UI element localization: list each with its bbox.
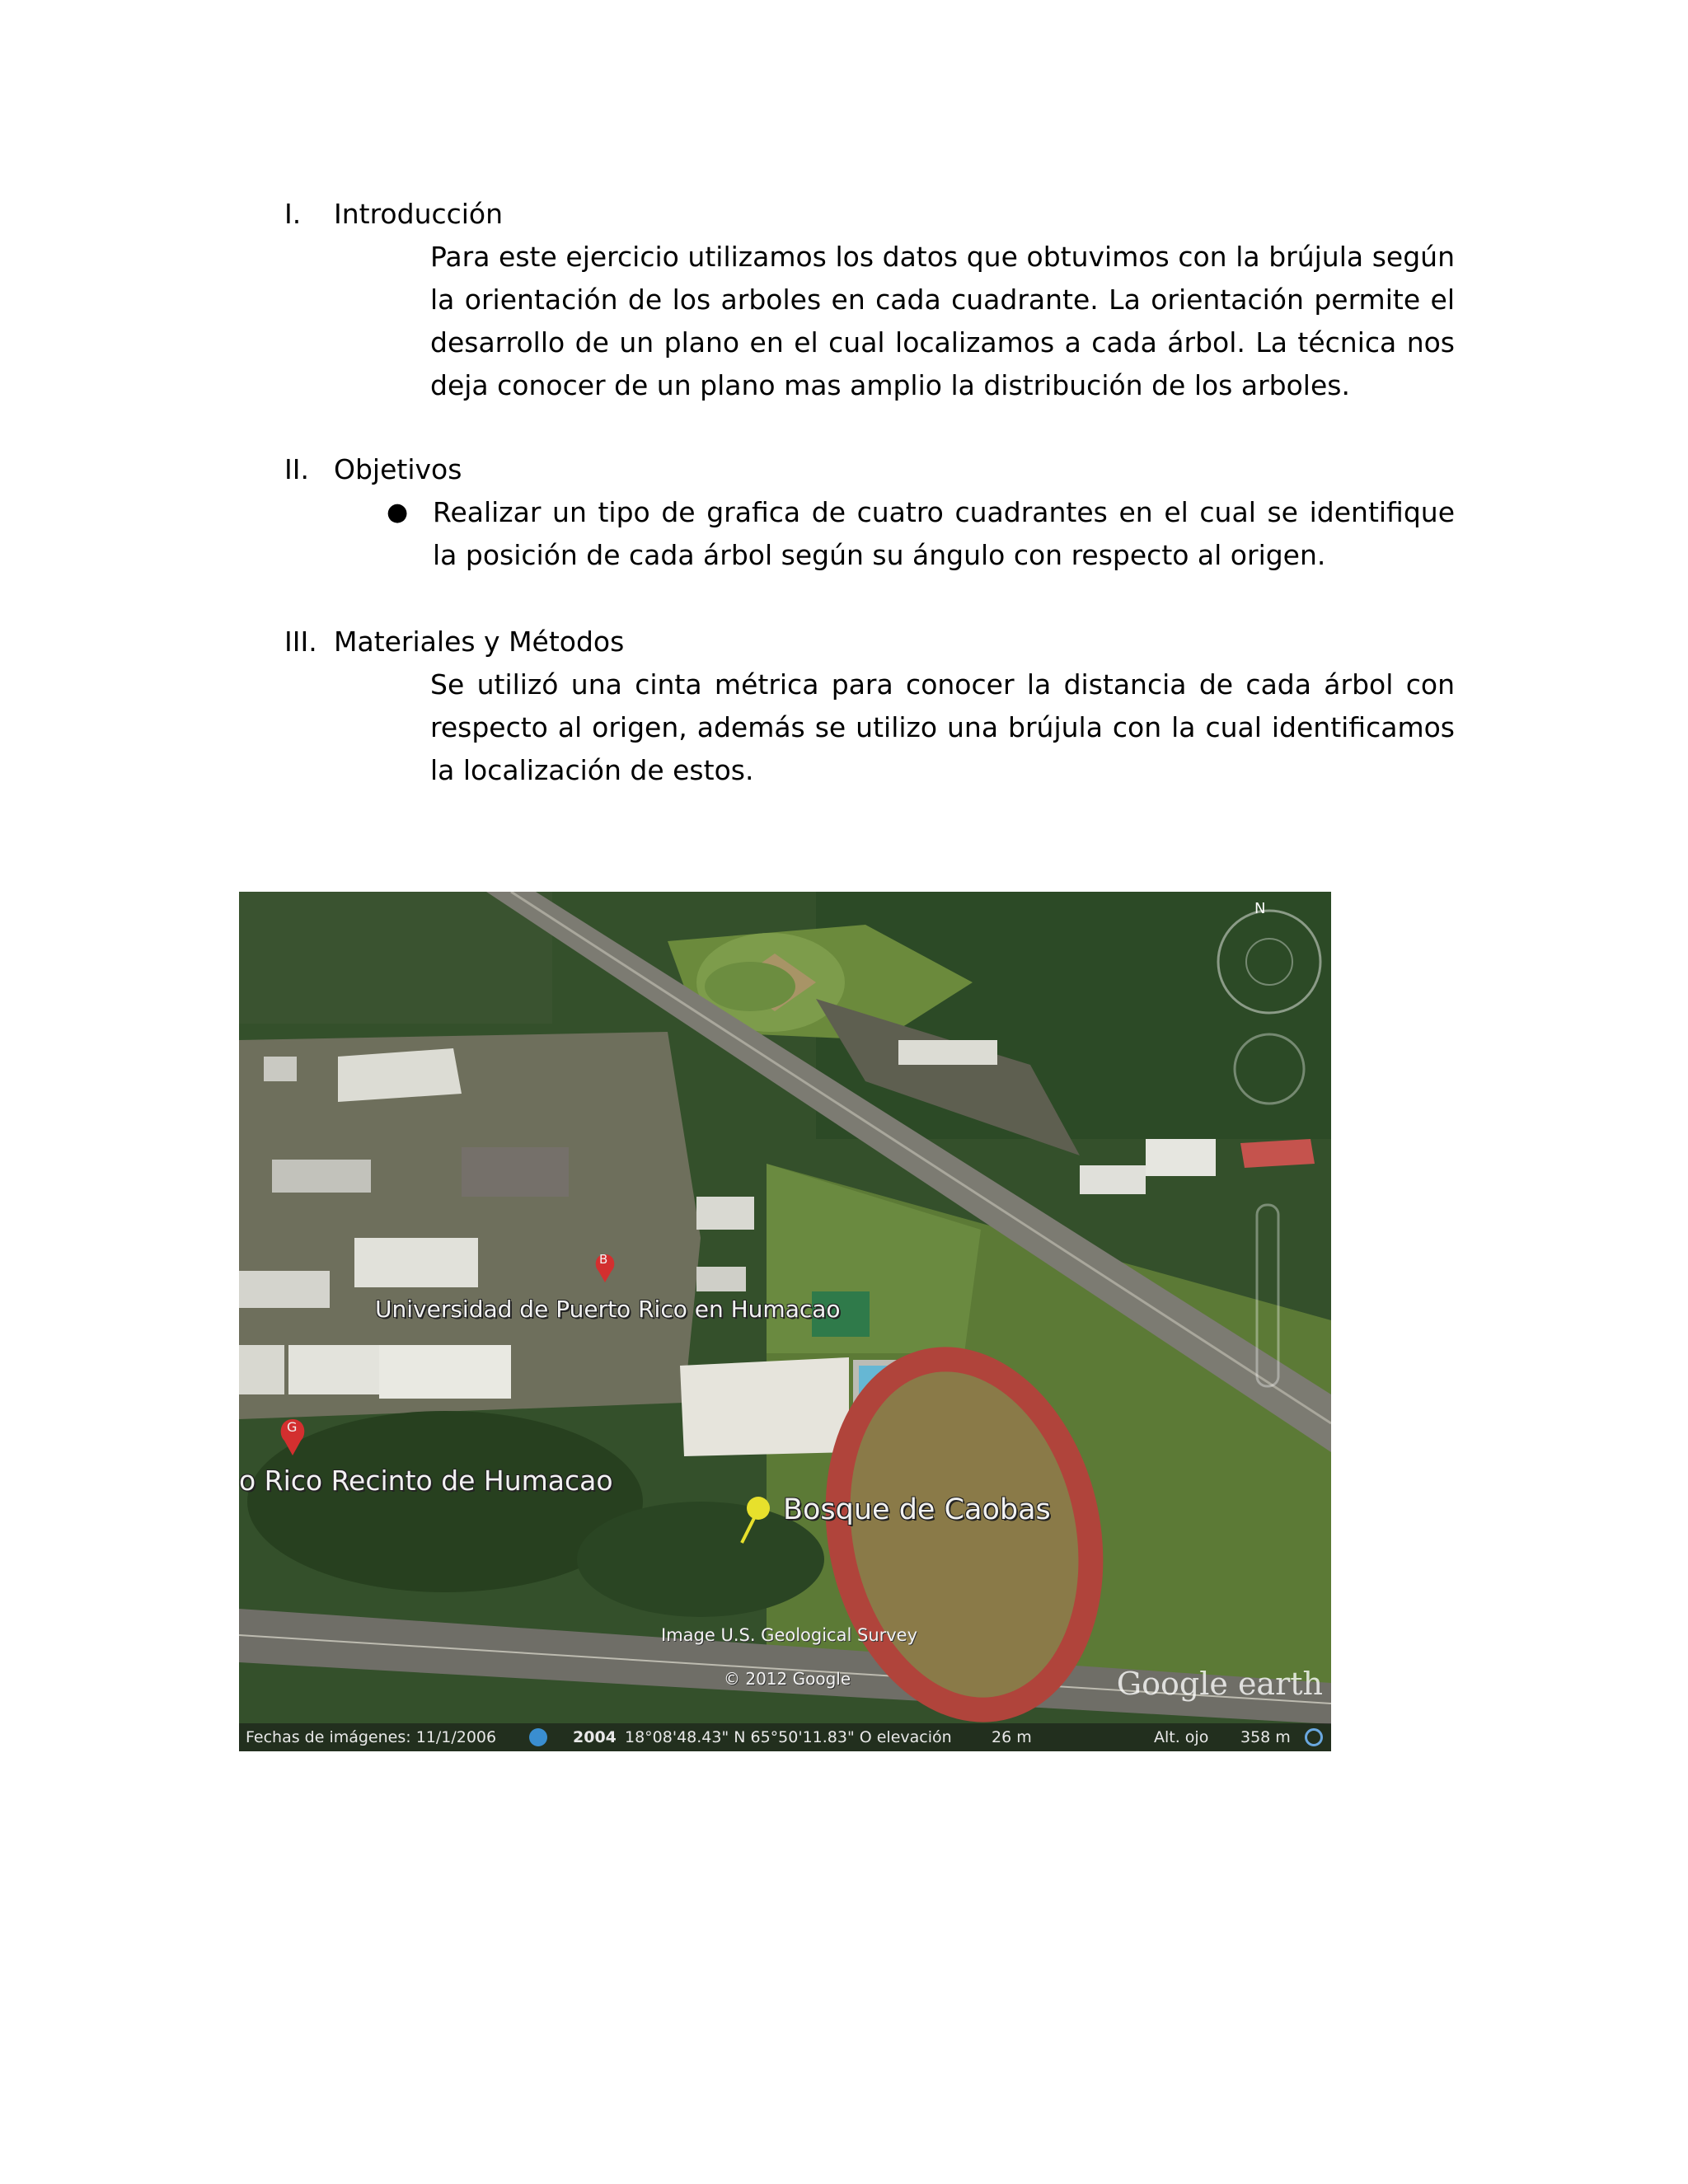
google-earth-logo: Google earth — [1116, 1666, 1323, 1702]
compass-north-label: N — [1254, 900, 1266, 917]
bullet-text: Realizar un tipo de grafica de cuatro cuadrantes en el cual se identifique la posición de cada árbol según su ángulo con respecto al origen. — [433, 496, 1455, 571]
section-title: Materiales y Métodos — [334, 626, 625, 658]
aerial-map-image — [239, 892, 1331, 1751]
elevation-value: 26 m — [992, 1728, 1032, 1746]
copyright-label: © 2012 Google — [724, 1669, 851, 1689]
eye-altitude-label: Alt. ojo — [1154, 1728, 1209, 1746]
history-clock-icon — [529, 1728, 547, 1746]
section-materiales — [284, 621, 1455, 792]
section-heading — [284, 621, 1455, 663]
recinto-label: o Rico Recinto de Humacao — [239, 1465, 613, 1497]
section-number: II. — [284, 453, 309, 485]
marker-b-label: B — [599, 1252, 608, 1267]
section-heading — [284, 193, 1455, 236]
bosque-label: Bosque de Caobas — [783, 1493, 1051, 1526]
bullet-icon: ● — [387, 498, 409, 527]
university-label: Universidad de Puerto Rico en Humacao — [375, 1296, 841, 1323]
section-title: Objetivos — [334, 453, 462, 485]
eye-altitude-value: 358 m — [1240, 1728, 1291, 1746]
section-paragraph: Se utilizó una cinta métrica para conocer la distancia de cada árbol con respecto al origen, además se utilizo una brújula con la cual identificamos la localización de estos. — [430, 668, 1455, 786]
bullet-item — [387, 491, 1455, 577]
section-number: I. — [284, 198, 302, 230]
marker-g-label: G — [287, 1419, 298, 1435]
section-paragraph: Para este ejercicio utilizamos los datos que obtuvimos con la brújula según la orientación de los arboles en cada cuadrante. La orientación permite el desarrollo de un plano en el cual localizamos a cada árbol. La técnica nos deja conocer de un plano mas amplio la distribución de los arboles. — [430, 241, 1455, 401]
streaming-status-icon — [1305, 1728, 1323, 1746]
section-number: III. — [284, 626, 317, 658]
coordinates: 18°08'48.43" N 65°50'11.83" O elevación — [625, 1728, 952, 1746]
section-objetivos — [284, 448, 1455, 577]
imagery-date: Fechas de imágenes: 11/1/2006 — [246, 1728, 497, 1746]
map-status-bar — [239, 1723, 1331, 1751]
imagery-year: 2004 — [573, 1728, 617, 1746]
section-title: Introducción — [334, 198, 504, 230]
section-introduccion — [284, 193, 1455, 407]
image-credit-label: Image U.S. Geological Survey — [661, 1625, 918, 1645]
section-heading — [284, 448, 1455, 491]
